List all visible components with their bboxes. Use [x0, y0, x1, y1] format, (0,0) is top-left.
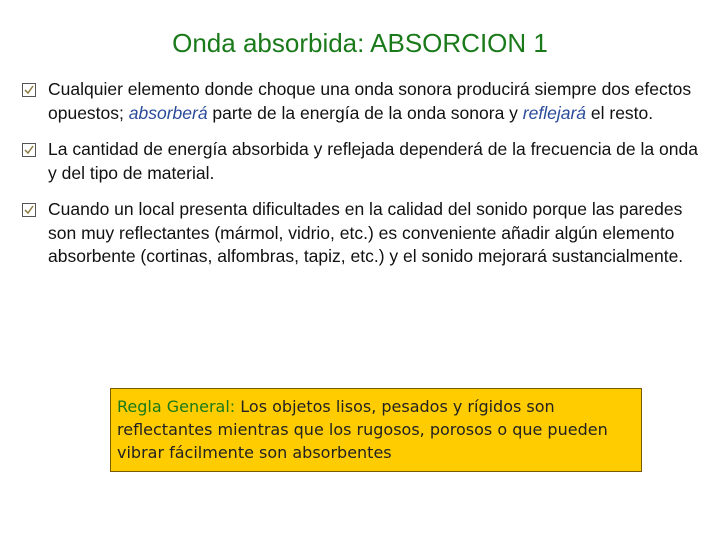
checkbox-bullet-icon	[22, 83, 36, 97]
bullet-2-text: La cantidad de energía absorbida y reflejada dependerá de la frecuencia de la onda y del tipo de material.	[48, 139, 698, 183]
general-rule-label: Regla General:	[117, 397, 236, 416]
bullet-1-emphasis-absorbera: absorberá	[128, 102, 208, 123]
bullet-item-1	[22, 78, 702, 125]
bullet-item-3	[22, 198, 702, 269]
checkbox-bullet-icon	[22, 143, 36, 157]
bullet-3-text: Cuando un local presenta dificultades en la calidad del sonido porque las paredes son muy reflectantes (mármol, vidrio, etc.) es conveniente añadir algún elemento absorbente (cortinas, alfombras, tapiz, etc.) y el sonido mejorará sustancialmente.	[48, 199, 684, 266]
general-rule-text: Los objetos lisos, pesados y rígidos son reflectantes mientras que los rugosos, porosos o que pueden vibrar fácilmente son absorbentes	[117, 397, 608, 462]
slide-title: Onda absorbida: ABSORCION 1	[172, 28, 548, 58]
bullet-1-emphasis-reflejara: reflejará	[522, 102, 587, 123]
checkbox-bullet-icon	[22, 203, 36, 217]
bullet-1-text-b: parte de la energía de la onda sonora y	[207, 102, 523, 123]
bullet-1-text-a: Cualquier elemento donde choque una onda sonora producirá siempre dos efectos opuestos;	[48, 79, 692, 123]
bullet-list	[22, 78, 702, 282]
bullet-1-text-c: el resto.	[586, 102, 654, 123]
bullet-item-2	[22, 138, 702, 185]
general-rule-box	[110, 388, 642, 472]
